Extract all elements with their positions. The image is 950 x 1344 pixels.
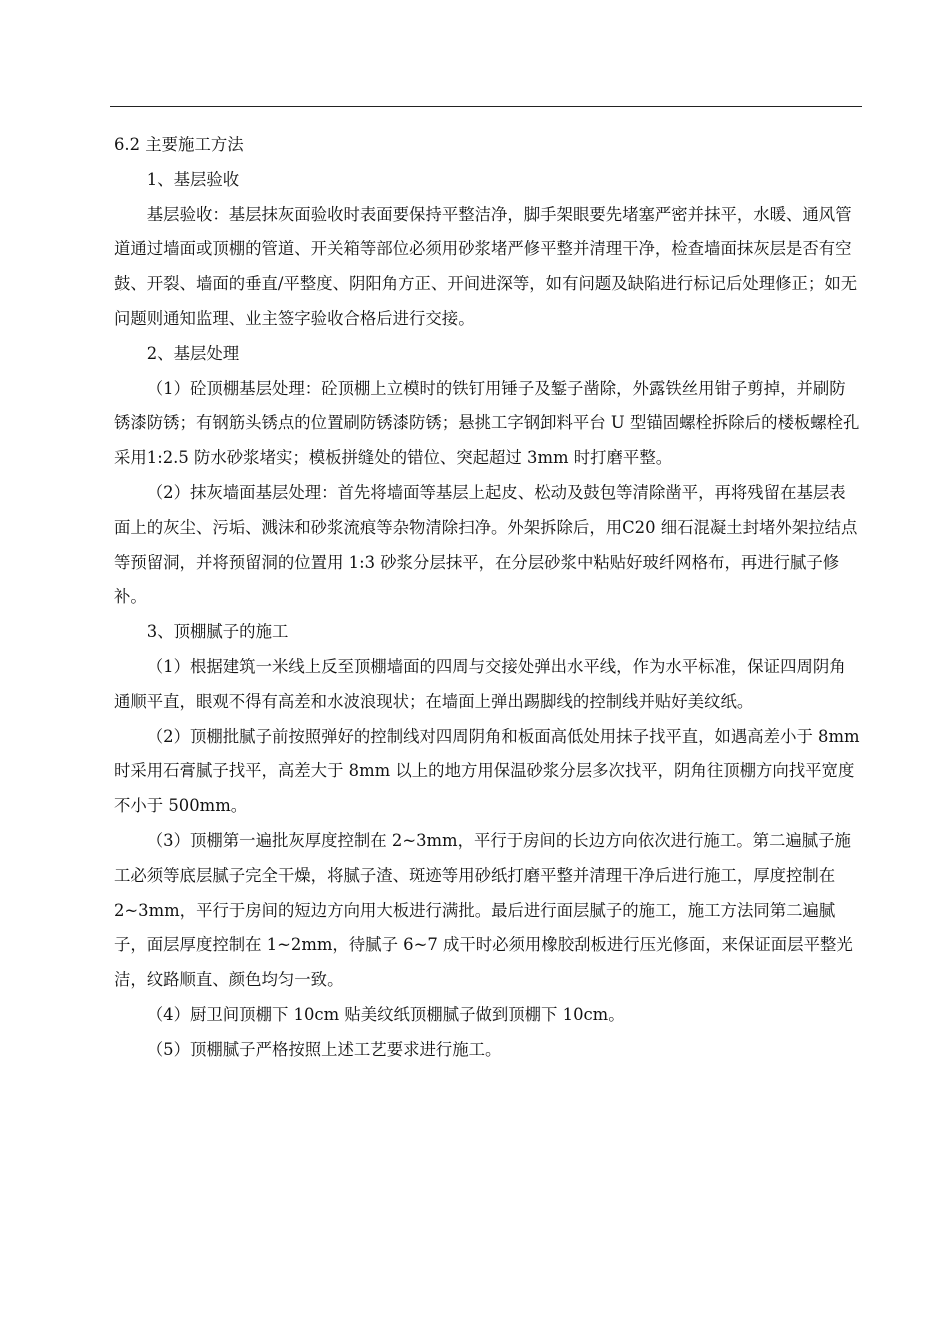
section-heading: 6.2 主要施工方法	[114, 135, 244, 154]
header-rule	[110, 106, 862, 107]
subsection-title: 3、顶棚腻子的施工	[146, 622, 289, 642]
subsection-title: 1、基层验收	[146, 169, 240, 189]
paragraph: （2）顶棚批腻子前按照弹好的控制线对四周阴角和板面高低处用抹子找平直，如遇高差小于 8mm 时采用石膏腻子找平，高差大于 8mm 以上的地方用保温砂浆分层多次找平，阴角往顶棚方向找平宽度不小于 500mm。	[114, 726, 860, 816]
paragraph: （4）厨卫间顶棚下 10cm 贴美纹纸顶棚腻子做到顶棚下 10cm。	[146, 1004, 625, 1024]
document-body	[114, 128, 860, 1068]
subsection-title: 2、基层处理	[146, 343, 240, 363]
paragraph: （2）抹灰墙面基层处理：首先将墙面等基层上起皮、松动及鼓包等清除凿平，再将残留在基层表面上的灰尘、污垢、溅沫和砂浆流痕等杂物清除扫净。外架拆除后，用C20 细石混凝土封堵外架拉结点等预留洞，并将预留洞的位置用 1:3 砂浆分层抹平，在分层砂浆中粘贴好玻纤网格布，再进行腻子修补。	[114, 482, 858, 607]
paragraph: 基层验收：基层抹灰面验收时表面要保持平整洁净，脚手架眼要先堵塞严密并抹平，水暖、通风管道通过墙面或顶棚的管道、开关箱等部位必须用砂浆堵严修平整并清理干净，检查墙面抹灰层是否有空鼓、开裂、墙面的垂直/平整度、阴阳角方正、开间进深等，如有问题及缺陷进行标记后处理修正；如无问题则通知监理、业主签字验收合格后进行交接。	[114, 204, 858, 328]
paragraph: （5）顶棚腻子严格按照上述工艺要求进行施工。	[146, 1039, 502, 1059]
paragraph: （3）顶棚第一遍批灰厚度控制在 2~3mm，平行于房间的长边方向依次进行施工。第二遍腻子施工必须等底层腻子完全干燥，将腻子渣、斑迹等用砂纸打磨平整并清理干净后进行施工，厚度控制在 2~3mm，平行于房间的短边方向用大板进行满批。最后进行面层腻子的施工，施工方法同第二遍腻子，面层厚度控制在 1~2mm，待腻子 6~7 成干时必须用橡胶刮板进行压光修面，来保证面层平整光洁，纹路顺直、颜色均匀一致。	[114, 830, 853, 990]
paragraph: （1）砼顶棚基层处理：砼顶棚上立模时的铁钉用锤子及錾子凿除，外露铁丝用钳子剪掉，并刷防锈漆防锈；有钢筋头锈点的位置刷防锈漆防锈；悬挑工字钢卸料平台 U 型锚固螺栓拆除后的楼板螺栓孔采用1:2.5 防水砂浆堵实；模板拼缝处的错位、突起超过 3mm 时打磨平整。	[114, 378, 860, 468]
paragraph: （1）根据建筑一米线上反至顶棚墙面的四周与交接处弹出水平线，作为水平标准，保证四周阴角通顺平直，眼观不得有高差和水波浪现状；在墙面上弹出踢脚线的控制线并贴好美纹纸。	[114, 656, 846, 711]
